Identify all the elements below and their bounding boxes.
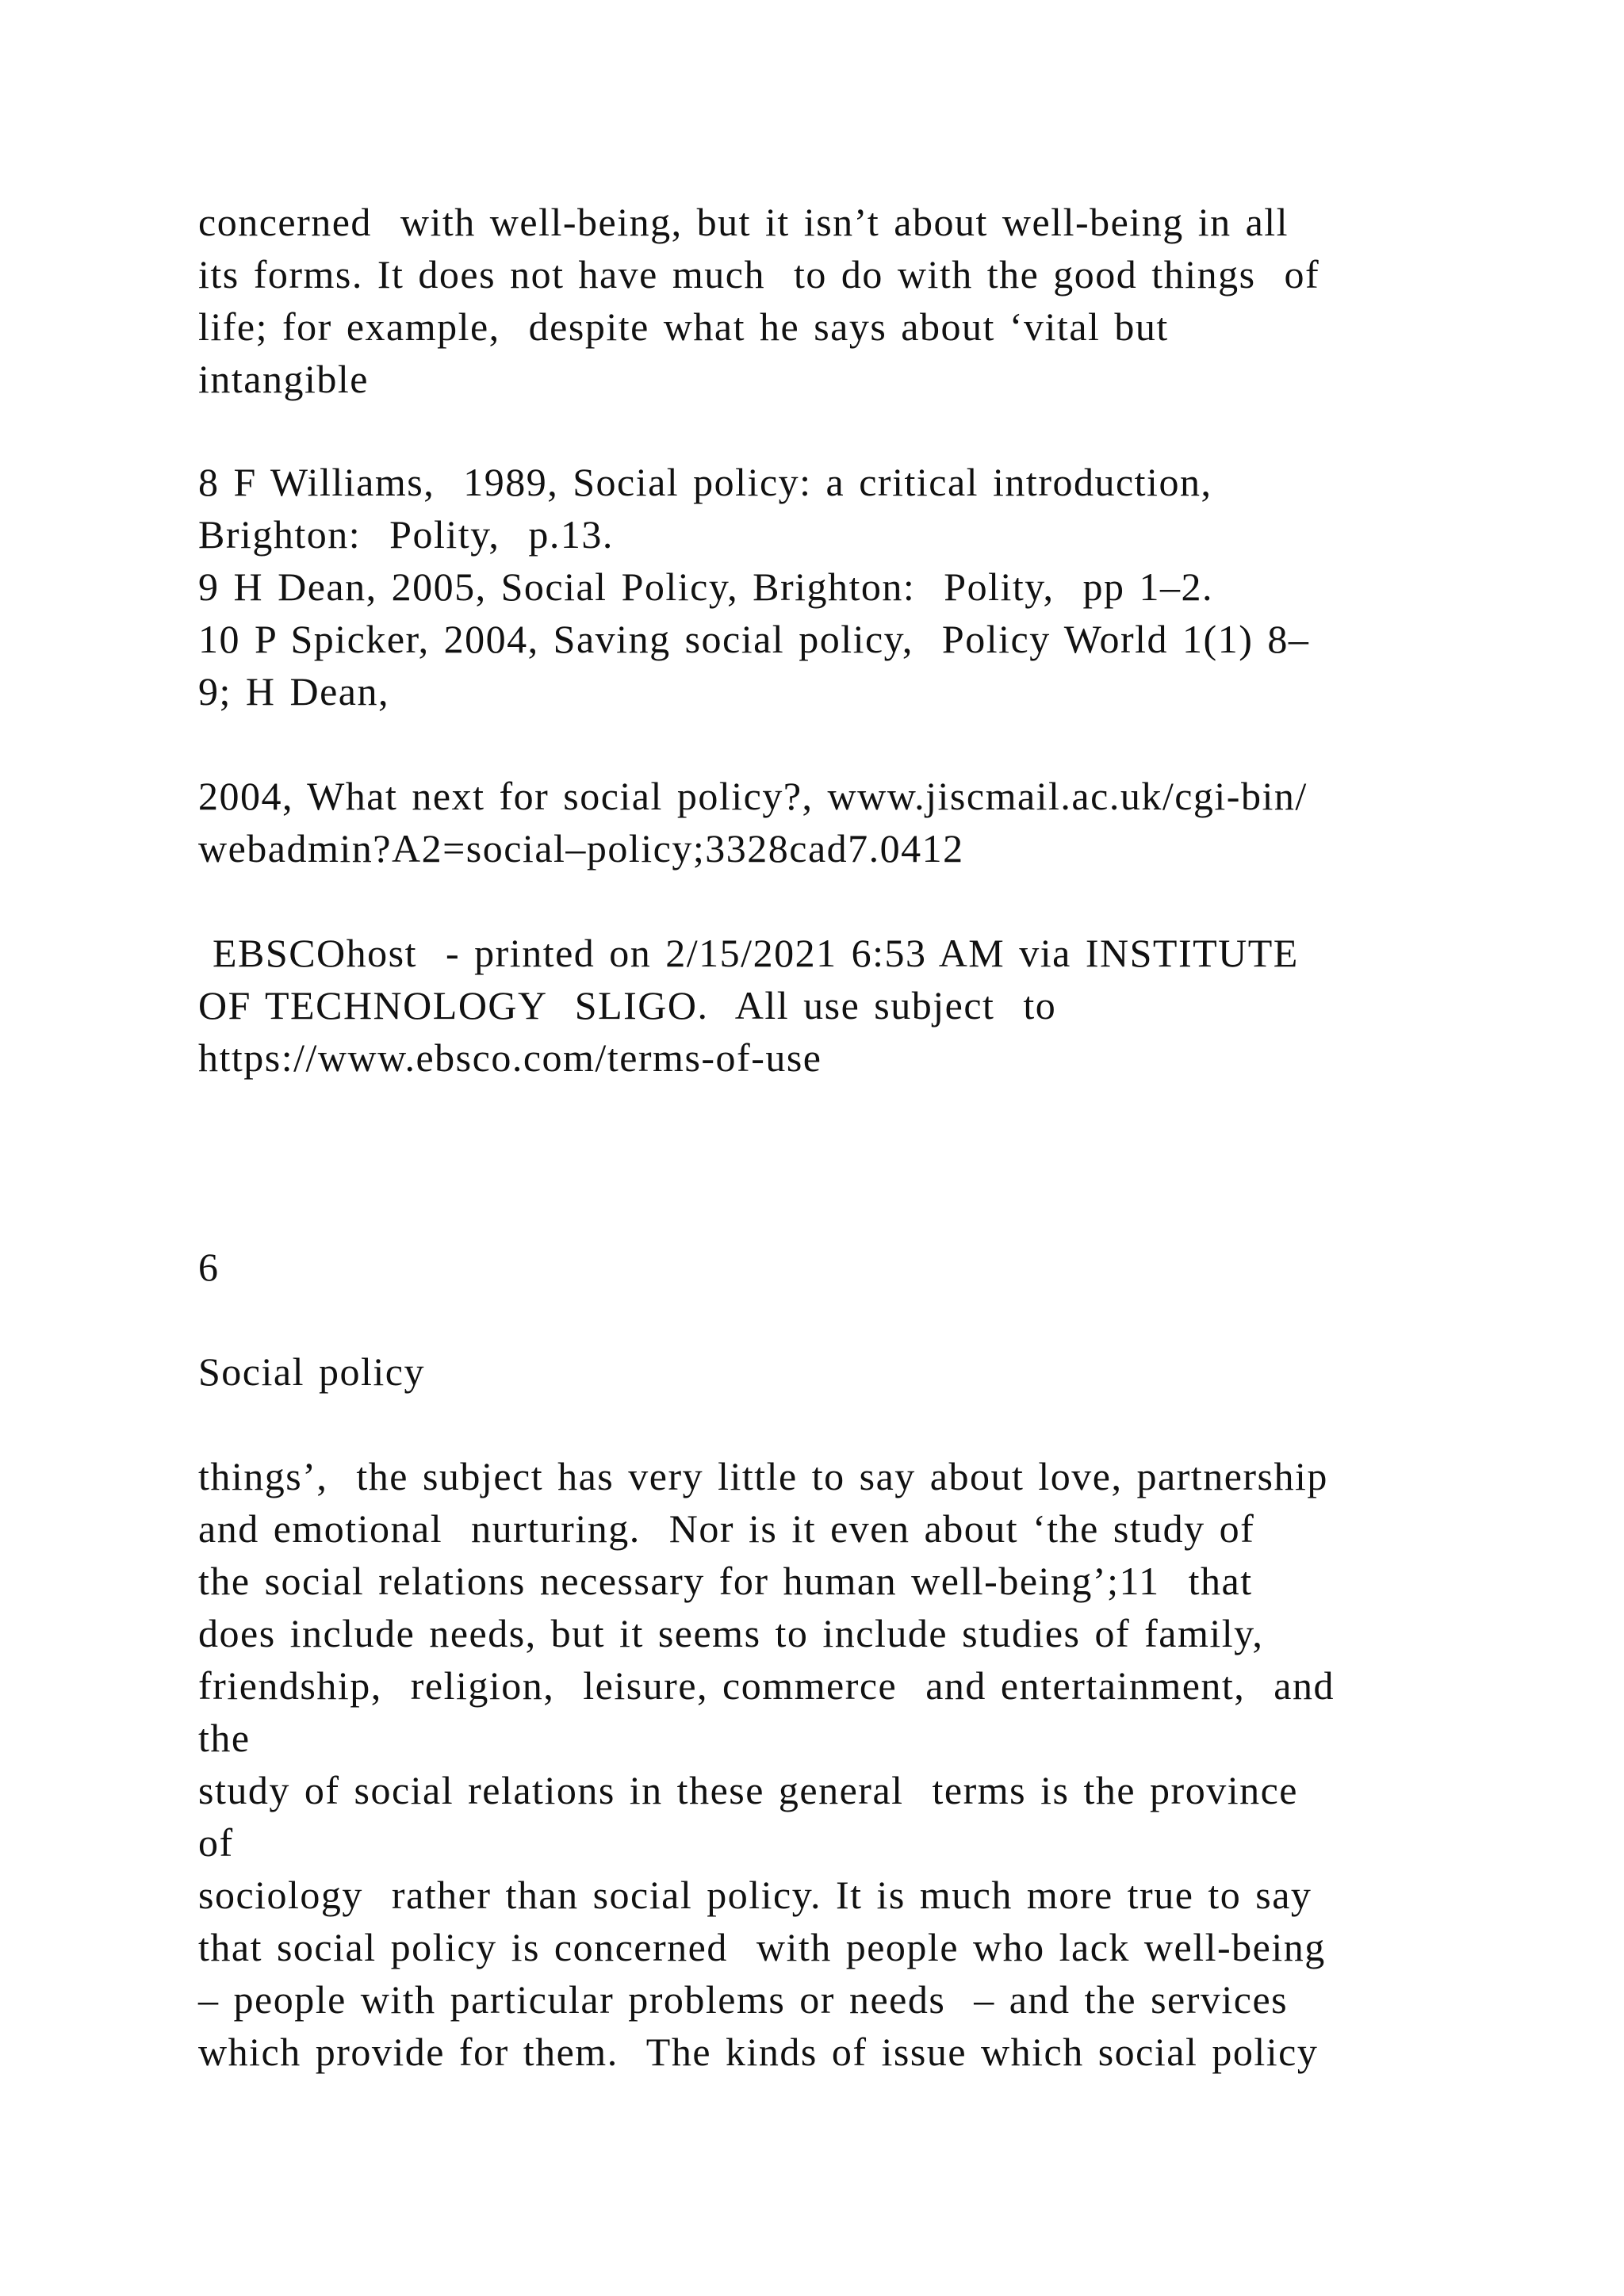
text-line: things’, the subject has very little to say about love, partnership bbox=[198, 1454, 1328, 1498]
footnote-line: webadmin?A2=social–policy;3328cad7.0412 bbox=[198, 826, 964, 871]
text-line: that social policy is concerned with people who lack well-being bbox=[198, 1925, 1326, 1969]
text-line: the social relations necessary for human well-being’;11 that bbox=[198, 1559, 1253, 1603]
running-head: Social policy bbox=[198, 1349, 425, 1394]
ebsco-notice-line: OF TECHNOLOGY SLIGO. All use subject to bbox=[198, 983, 1057, 1027]
footnote-line: 8 F Williams, 1989, Social policy: a critical introduction, bbox=[198, 460, 1212, 504]
text-line: its forms. It does not have much to do with the good things of bbox=[198, 252, 1320, 297]
text-line: and emotional nurturing. Nor is it even about ‘the study of bbox=[198, 1506, 1255, 1551]
text-line: study of social relations in these general terms is the province bbox=[198, 1768, 1298, 1812]
text-line: of bbox=[198, 1820, 234, 1865]
text-line: life; for example, despite what he says about ‘vital but bbox=[198, 304, 1169, 349]
text-line: friendship, religion, leisure, commerce and entertainment, and bbox=[198, 1663, 1335, 1708]
footnote-line: Brighton: Polity, p.13. bbox=[198, 512, 614, 557]
text-line: the bbox=[198, 1716, 251, 1760]
text-line: does include needs, but it seems to include studies of family, bbox=[198, 1611, 1264, 1655]
footnote-line: 9; H Dean, bbox=[198, 669, 389, 714]
text-line: intangible bbox=[198, 357, 369, 401]
ebsco-notice-line: EBSCOhost - printed on 2/15/2021 6:53 AM via INSTITUTE bbox=[198, 931, 1299, 975]
footnote-line: 9 H Dean, 2005, Social Policy, Brighton: Polity, pp 1–2. bbox=[198, 564, 1214, 609]
text-line: concerned with well-being, but it isn’t about well-being in all bbox=[198, 200, 1289, 244]
ebsco-notice-line: https://www.ebsco.com/terms-of-use bbox=[198, 1035, 822, 1080]
text-line: sociology rather than social policy. It is much more true to say bbox=[198, 1873, 1312, 1917]
footnote-line: 2004, What next for social policy?, www.jiscmail.ac.uk/cgi-bin/ bbox=[198, 774, 1308, 818]
text-line: which provide for them. The kinds of issue which social policy bbox=[198, 2030, 1319, 2074]
page-number: 6 bbox=[198, 1245, 220, 1289]
text-line: – people with particular problems or needs – and the services bbox=[198, 1977, 1289, 2022]
footnote-line: 10 P Spicker, 2004, Saving social policy, Policy World 1(1) 8– bbox=[198, 617, 1310, 661]
